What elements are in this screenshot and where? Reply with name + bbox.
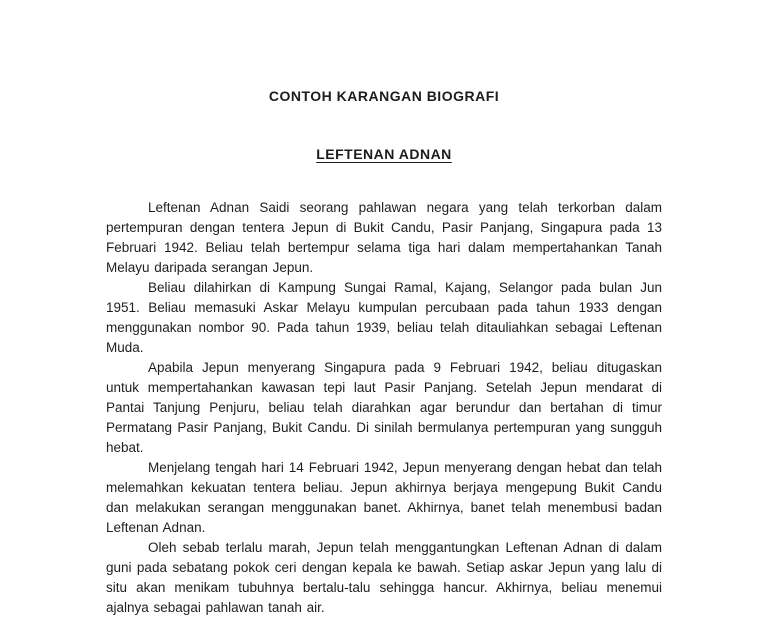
document-title: LEFTENAN ADNAN: [316, 146, 452, 162]
paragraph-1: Leftenan Adnan Saidi seorang pahlawan negara yang telah terkorban dalam pertempuran dengan tentera Jepun di Bukit Candu, Pasir Panjang, Singapura pada 13 Februari 1942. Beliau telah bertempur selama tiga hari dalam mempertahankan Tanah Melayu daripada serangan Jepun.: [106, 200, 662, 275]
paragraph-4: Menjelang tengah hari 14 Februari 1942, Jepun menyerang dengan hebat dan telah melemahkan kekuatan tentera beliau. Jepun akhirnya berjaya mengepung Bukit Candu dan melakukan serangan menggunakan banet. Akhirnya, banet telah menembusi badan Leftenan Adnan.: [106, 460, 662, 535]
paragraph-3: Apabila Jepun menyerang Singapura pada 9 Februari 1942, beliau ditugaskan untuk mempertahankan kawasan tepi laut Pasir Panjang. Setelah Jepun mendarat di Pantai Tanjung Penjuru, beliau telah diarahkan agar berundur dan bertahan di timur Permatang Pasir Panjang, Bukit Candu. Di sinilah bermulanya pertempuran yang sungguh hebat.: [106, 360, 662, 455]
paragraph-5: Oleh sebab terlalu marah, Jepun telah menggantungkan Leftenan Adnan di dalam guni pada sebatang pokok ceri dengan kepala ke bawah. Setiap askar Jepun yang lalu di situ akan menikam tubuhnya bertalu-talu sehingga hancur. Akhirnya, beliau menemui ajalnya sebagai pahlawan tanah air.: [106, 540, 662, 615]
document-body: [106, 198, 662, 618]
paragraph-2: Beliau dilahirkan di Kampung Sungai Ramal, Kajang, Selangor pada bulan Jun 1951. Beliau memasuki Askar Melayu kumpulan percubaan pada tahun 1933 dengan menggunakan nombor 90. Pada tahun 1939, beliau telah ditauliahkan sebagai Leftenan Muda.: [106, 280, 662, 355]
document-heading: CONTOH KARANGAN BIOGRAFI: [268, 88, 500, 104]
